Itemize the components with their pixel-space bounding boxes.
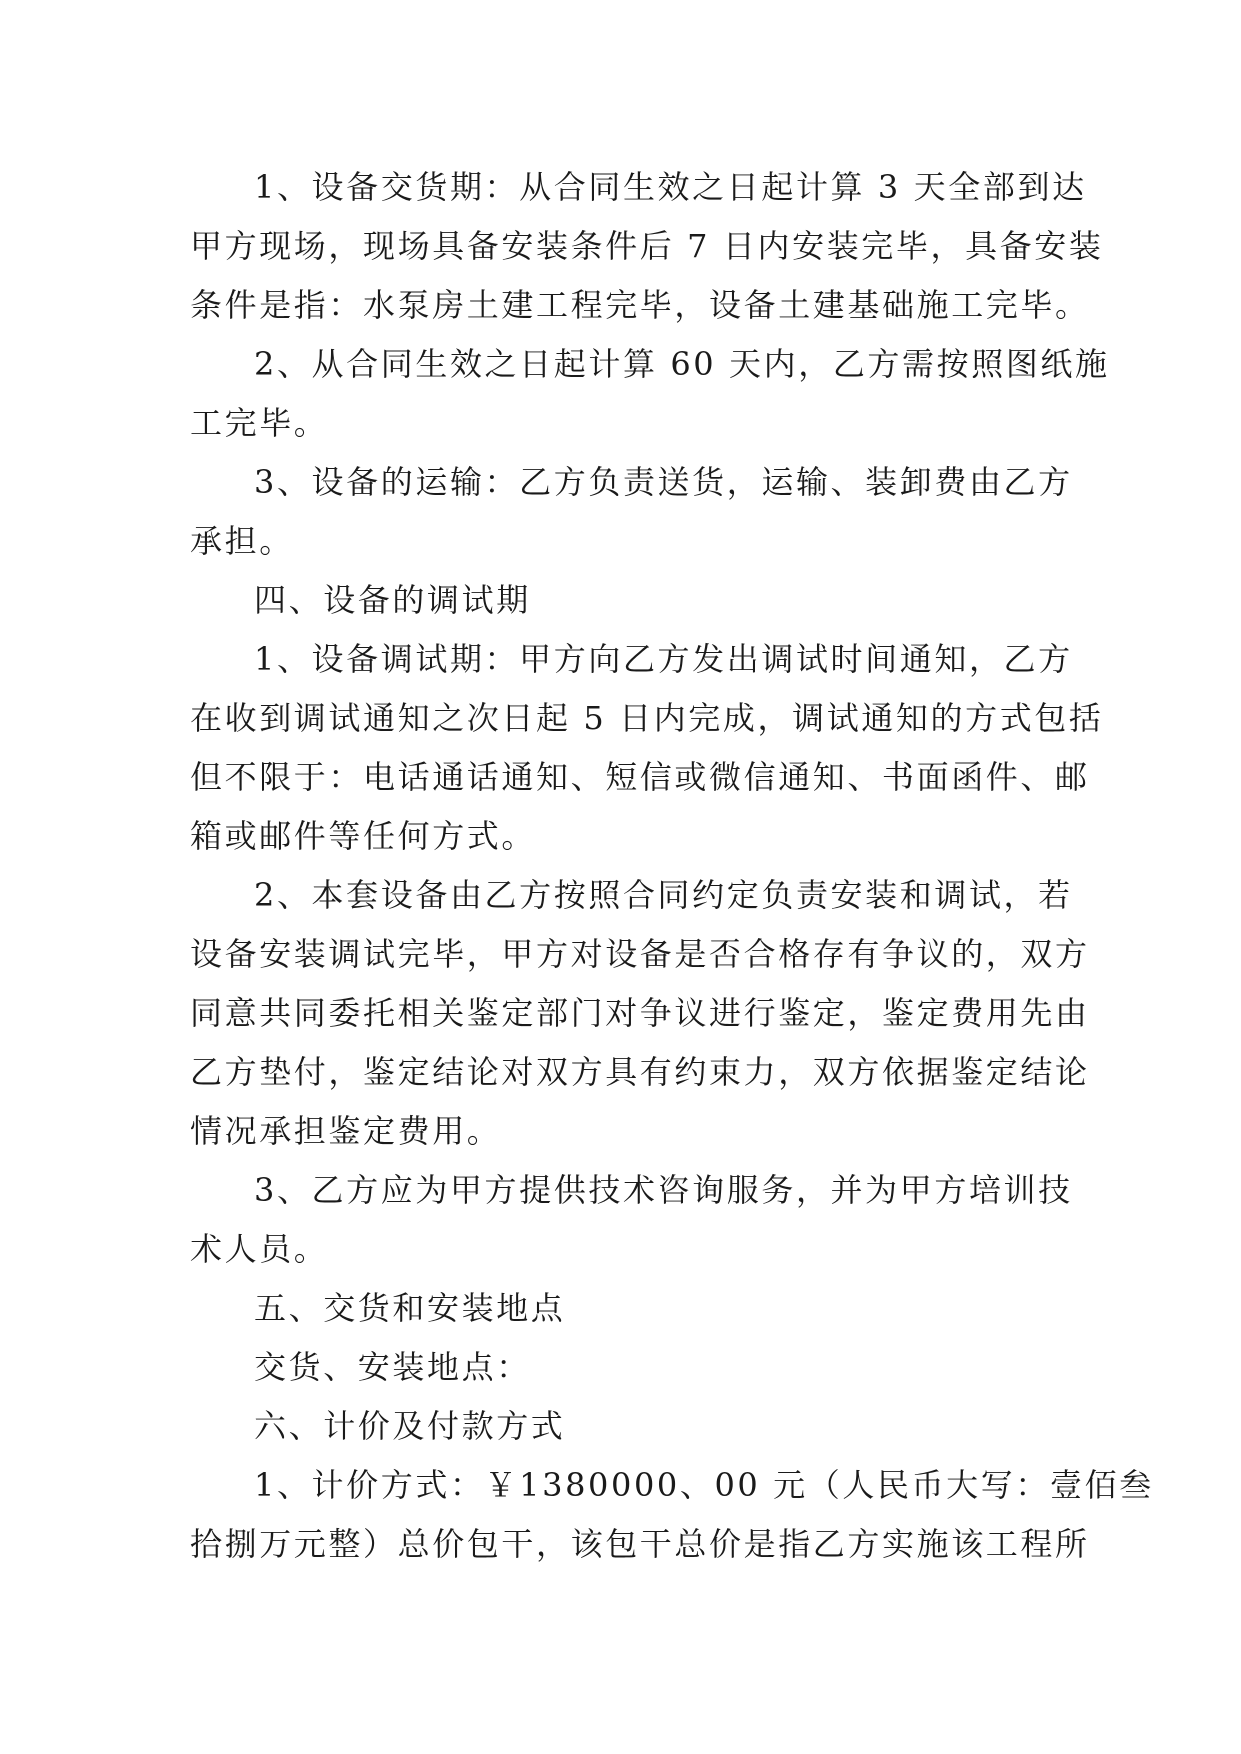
text-line: 条件是指：水泵房土建工程完毕，设备土建基础施工完毕。 xyxy=(190,286,1090,324)
text-line: 但不限于：电话通话通知、短信或微信通知、书面函件、邮 xyxy=(190,758,1090,796)
text-line: 1、计价方式：￥1380000、00 元（人民币大写：壹佰叁 xyxy=(254,1466,1154,1504)
text-line: 乙方垫付，鉴定结论对双方具有约束力，双方依据鉴定结论 xyxy=(190,1053,1090,1091)
text-line: 交货、安装地点： xyxy=(254,1348,531,1386)
text-line: 拾捌万元整）总价包干，该包干总价是指乙方实施该工程所 xyxy=(190,1525,1090,1563)
text-line: 3、乙方应为甲方提供技术咨询服务，并为甲方培训技 xyxy=(254,1171,1073,1209)
text-line: 同意共同委托相关鉴定部门对争议进行鉴定，鉴定费用先由 xyxy=(190,994,1090,1032)
contract-body-text xyxy=(190,158,1154,1574)
text-line: 箱或邮件等任何方式。 xyxy=(190,817,537,855)
text-line: 术人员。 xyxy=(190,1230,329,1268)
text-line: 情况承担鉴定费用。 xyxy=(190,1112,502,1150)
text-line: 设备安装调试完毕，甲方对设备是否合格存有争议的，双方 xyxy=(190,935,1090,973)
text-line: 2、从合同生效之日起计算 60 天内，乙方需按照图纸施 xyxy=(254,345,1110,383)
text-line: 1、设备交货期：从合同生效之日起计算 3 天全部到达 xyxy=(254,168,1087,206)
text-line: 3、设备的运输：乙方负责送货，运输、装卸费由乙方 xyxy=(254,463,1073,501)
section-heading: 四、设备的调试期 xyxy=(254,581,531,619)
text-line: 工完毕。 xyxy=(190,404,329,442)
text-line: 甲方现场，现场具备安装条件后 7 日内安装完毕，具备安装 xyxy=(190,227,1104,265)
text-line: 2、本套设备由乙方按照合同约定负责安装和调试，若 xyxy=(254,876,1073,914)
text-line: 1、设备调试期：甲方向乙方发出调试时间通知，乙方 xyxy=(254,640,1073,678)
text-line: 承担。 xyxy=(190,522,294,560)
text-line: 在收到调试通知之次日起 5 日内完成，调试通知的方式包括 xyxy=(190,699,1104,737)
section-heading: 六、计价及付款方式 xyxy=(254,1407,566,1445)
section-heading: 五、交货和安装地点 xyxy=(254,1289,566,1327)
